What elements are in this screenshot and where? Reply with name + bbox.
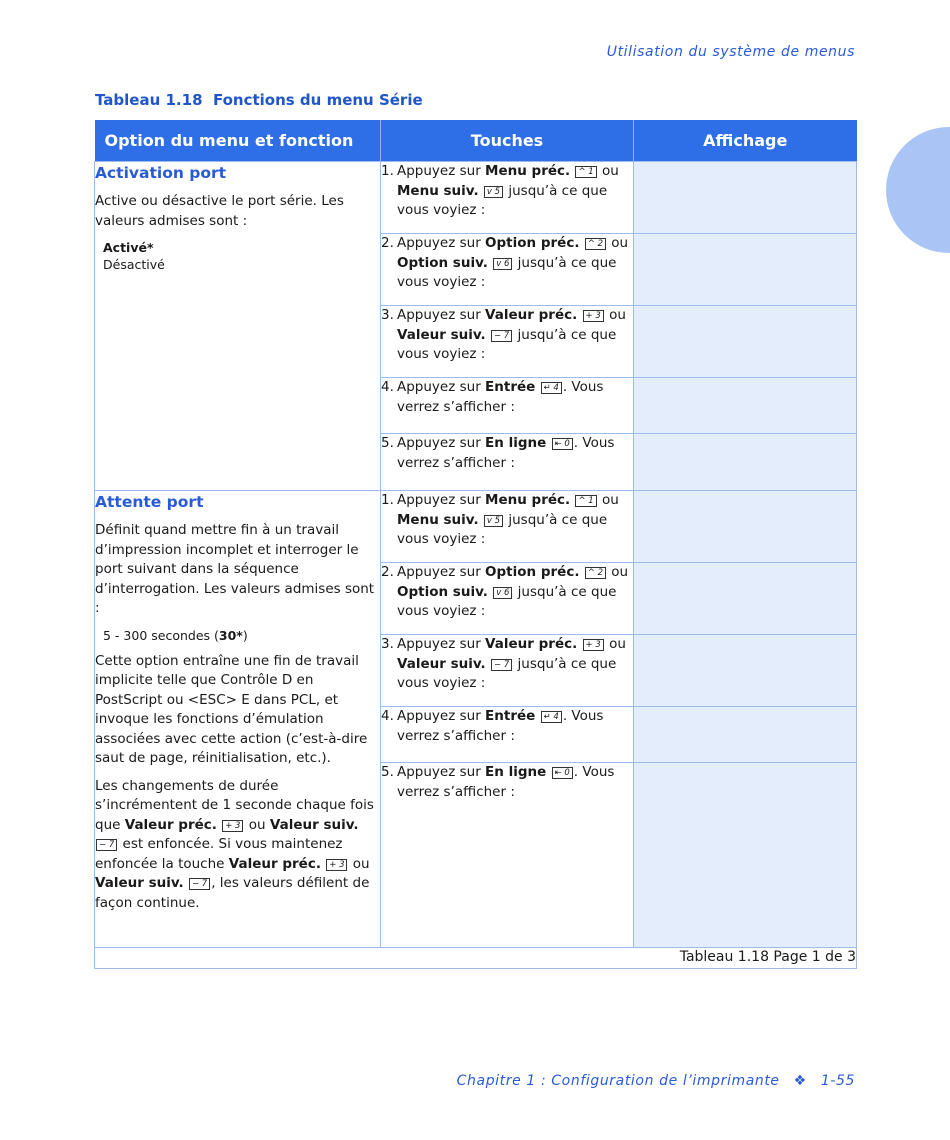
option-cell-activation-port (95, 162, 381, 491)
display-cell (634, 763, 857, 948)
value-other: Désactivé (103, 257, 165, 272)
display-cell (634, 707, 857, 763)
option-cell-port-timeout (95, 491, 381, 948)
header-display: Affichage (634, 120, 857, 162)
option-description: Définit quand mettre fin à un travail d’impression incomplet et interroger le port suivant dans la séquence d’interrogation. Les valeurs admises sont : (95, 522, 375, 616)
display-cell (634, 234, 857, 306)
step-cell: 2. Appuyez sur Option préc. ^ 2 ou Option suiv. v 6 jusqu’à ce que vous voyiez : (381, 234, 634, 306)
menu-next-label: Menu suiv. (397, 182, 479, 199)
online-key-icon: ⇤ 0 (552, 767, 573, 779)
option-prev-key-icon: ^ 2 (585, 567, 606, 579)
table-page-indicator: Tableau 1.18 Page 1 de 3 (95, 948, 857, 969)
value-next-key-icon: − 7 (189, 878, 210, 890)
step-cell: 4. Appuyez sur Entrée ↵ 4 . Vous verrez s’afficher : (381, 378, 634, 434)
side-tab-marker (886, 127, 950, 253)
value-default: Activé* (103, 240, 154, 255)
step-cell: 1. Appuyez sur Menu préc. ^ 1 ou Menu suiv. v 5 jusqu’à ce que vous voyiez : (381, 162, 634, 234)
option-values (103, 239, 380, 273)
caption-title: Fonctions du menu Série (212, 91, 423, 109)
enter-key-icon: ↵ 4 (541, 711, 562, 723)
step-cell: 3. Appuyez sur Valeur préc. + 3 ou Valeur suiv. − 7 jusqu’à ce que vous voyiez : (381, 635, 634, 707)
table-caption (95, 91, 423, 109)
header-option: Option du menu et fonction (95, 120, 381, 162)
header-row (95, 120, 857, 162)
display-cell (634, 306, 857, 378)
display-cell (634, 491, 857, 563)
option-note: Cette option entraîne une fin de travail implicite telle que Contrôle D en PostScript ou <ESC> E dans PCL, et invoque les fonctions d’émulation associées avec cette action (c’est-à-dire saut de page, réinitialisation, etc.). (95, 652, 368, 766)
option-next-key-icon: v 6 (493, 587, 512, 599)
display-cell (634, 162, 857, 234)
caption-number: Tableau 1.18 (95, 91, 203, 109)
step-cell: 3. Appuyez sur Valeur préc. + 3 ou Valeur suiv. − 7 jusqu’à ce que vous voyiez : (381, 306, 634, 378)
step-cell: 2. Appuyez sur Option préc. ^ 2 ou Option suiv. v 6 jusqu’à ce que vous voyiez : (381, 563, 634, 635)
menu-prev-key-icon: ^ 1 (575, 166, 596, 178)
value-next-key-icon: − 7 (491, 330, 512, 342)
value-prev-key-icon: + 3 (222, 820, 243, 832)
footer-page-number: 1-55 (820, 1073, 855, 1089)
option-description: Active ou désactive le port série. Les valeurs admises sont : (95, 193, 344, 229)
step-number: 1. (381, 163, 394, 179)
value-default: 30* (218, 627, 243, 643)
value-next-key-icon: − 7 (491, 659, 512, 671)
display-cell (634, 378, 857, 434)
option-prev-key-icon: ^ 2 (585, 238, 606, 250)
option-title: Activation port (95, 164, 227, 182)
table-row (95, 491, 857, 563)
footer-separator-icon: ❖ (793, 1073, 807, 1089)
step-cell: 5. Appuyez sur En ligne ⇤ 0 . Vous verrez s’afficher : (381, 434, 634, 491)
footer-chapter: Chapitre 1 : Configuration de l’imprimante (456, 1073, 780, 1089)
online-key-icon: ⇤ 0 (552, 438, 573, 450)
value-next-key-icon: − 7 (96, 839, 117, 851)
table-footer-row (95, 948, 857, 969)
value-prev-key-icon: + 3 (583, 310, 604, 322)
enter-key-icon: ↵ 4 (541, 382, 562, 394)
table-row (95, 162, 857, 234)
display-cell (634, 434, 857, 491)
step-cell: 5. Appuyez sur En ligne ⇤ 0 . Vous verrez s’afficher : (381, 763, 634, 948)
menu-next-key-icon: v 5 (484, 186, 503, 198)
page-footer (457, 1073, 855, 1089)
option-title: Attente port (95, 493, 204, 511)
display-cell (634, 563, 857, 635)
header-keys: Touches (381, 120, 634, 162)
display-cell (634, 635, 857, 707)
value-prev-key-icon: + 3 (326, 859, 347, 871)
option-note: Les changements de durée s’incrémentent de 1 seconde chaque fois que Valeur préc. + 3 ou Valeur suiv. − 7 est enfoncée. Si vous maintenez enfoncée la touche Valeur préc. + 3 ou Valeur suiv. − 7 , les valeurs défilent de façon continue. (95, 777, 374, 911)
menu-next-key-icon: v 5 (484, 515, 503, 527)
running-head: Utilisation du système de menus (606, 44, 855, 60)
step-cell: 4. Appuyez sur Entrée ↵ 4 . Vous verrez s’afficher : (381, 707, 634, 763)
step-cell: 1. Appuyez sur Menu préc. ^ 1 ou Menu suiv. v 5 jusqu’à ce que vous voyiez : (381, 491, 634, 563)
menu-prev-label: Menu préc. (485, 163, 571, 179)
value-prev-key-icon: + 3 (583, 639, 604, 651)
option-next-key-icon: v 6 (493, 258, 512, 270)
menu-prev-key-icon: ^ 1 (575, 495, 596, 507)
option-values: 5 - 300 secondes (30*) (103, 627, 248, 643)
serial-menu-table (94, 120, 857, 969)
